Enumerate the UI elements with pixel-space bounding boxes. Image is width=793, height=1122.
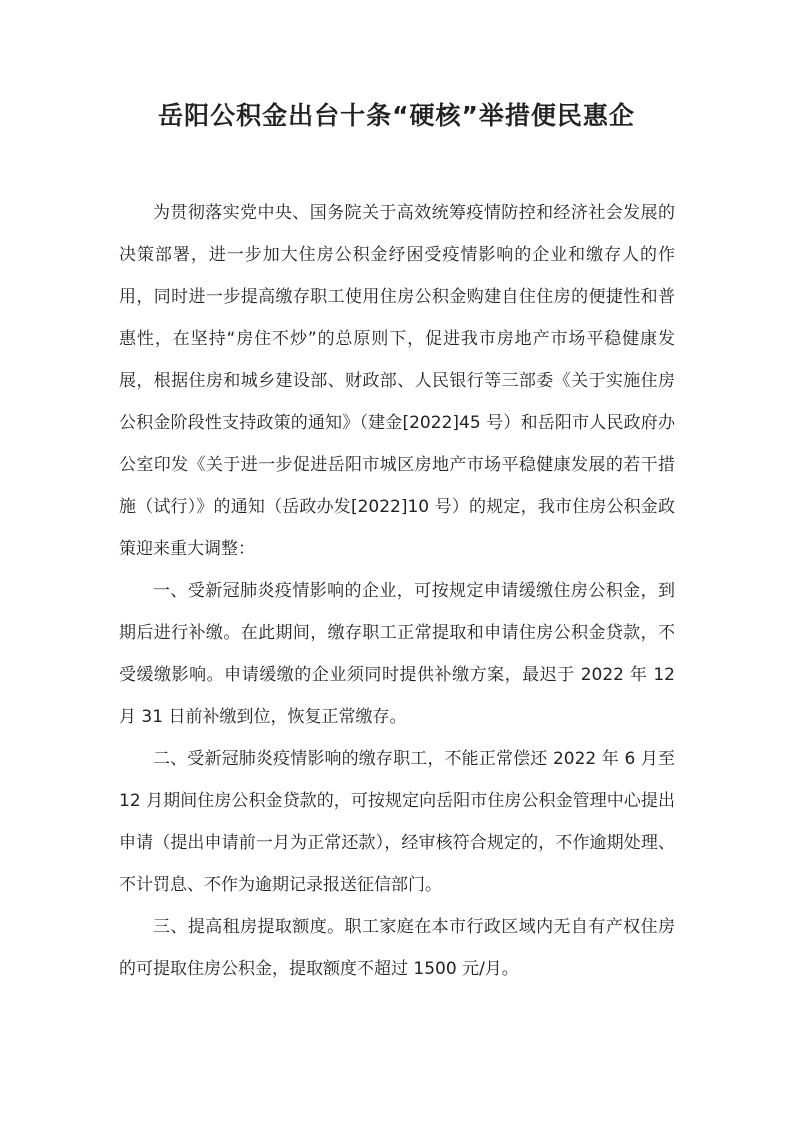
paragraph-item-1: 一、受新冠肺炎疫情影响的企业，可按规定申请缓缴住房公积金，到期后进行补缴。在此期间，缴存职工正常提取和申请住房公积金贷款，不受缓缴影响。申请缓缴的企业须同时提供补缴方案，最迟于 2022 年 12 月 31 日前补缴到位，恢复正常缴存。 <box>119 581 675 727</box>
document-body <box>119 192 675 990</box>
paragraph-item-2: 二、受新冠肺炎疫情影响的缴存职工，不能正常偿还 2022 年 6 月至 12 月期间住房公积金贷款的，可按规定向岳阳市住房公积金管理中心提出申请（提出申请前一月为正常还款），经审核符合规定的，不作逾期处理、不计罚息、不作为逾期记录报送征信部门。 <box>119 749 675 895</box>
paragraph-item-3: 三、提高租房提取额度。职工家庭在本市行政区域内无自有产权住房的可提取住房公积金，提取额度不超过 1500 元/月。 <box>119 917 675 979</box>
paragraph-intro: 为贯彻落实党中央、国务院关于高效统筹疫情防控和经济社会发展的决策部署，进一步加大住房公积金纾困受疫情影响的企业和缴存人的作用，同时进一步提高缴存职工使用住房公积金购建自住住房的便捷性和普惠性，在坚持“房住不炒”的总原则下，促进我市房地产市场平稳健康发展，根据住房和城乡建设部、财政部、人民银行等三部委《关于实施住房公积金阶段性支持政策的通知》（建金[2022]45 号）和岳阳市人民政府办公室印发《关于进一步促进岳阳市城区房地产市场平稳健康发展的若干措施（试行）》的通知（岳政办发[2022]10 号）的规定，我市住房公积金政策迎来重大调整： <box>119 203 675 559</box>
document-title: 岳阳公积金出台十条“硬核”举措便民惠企 <box>158 101 635 130</box>
